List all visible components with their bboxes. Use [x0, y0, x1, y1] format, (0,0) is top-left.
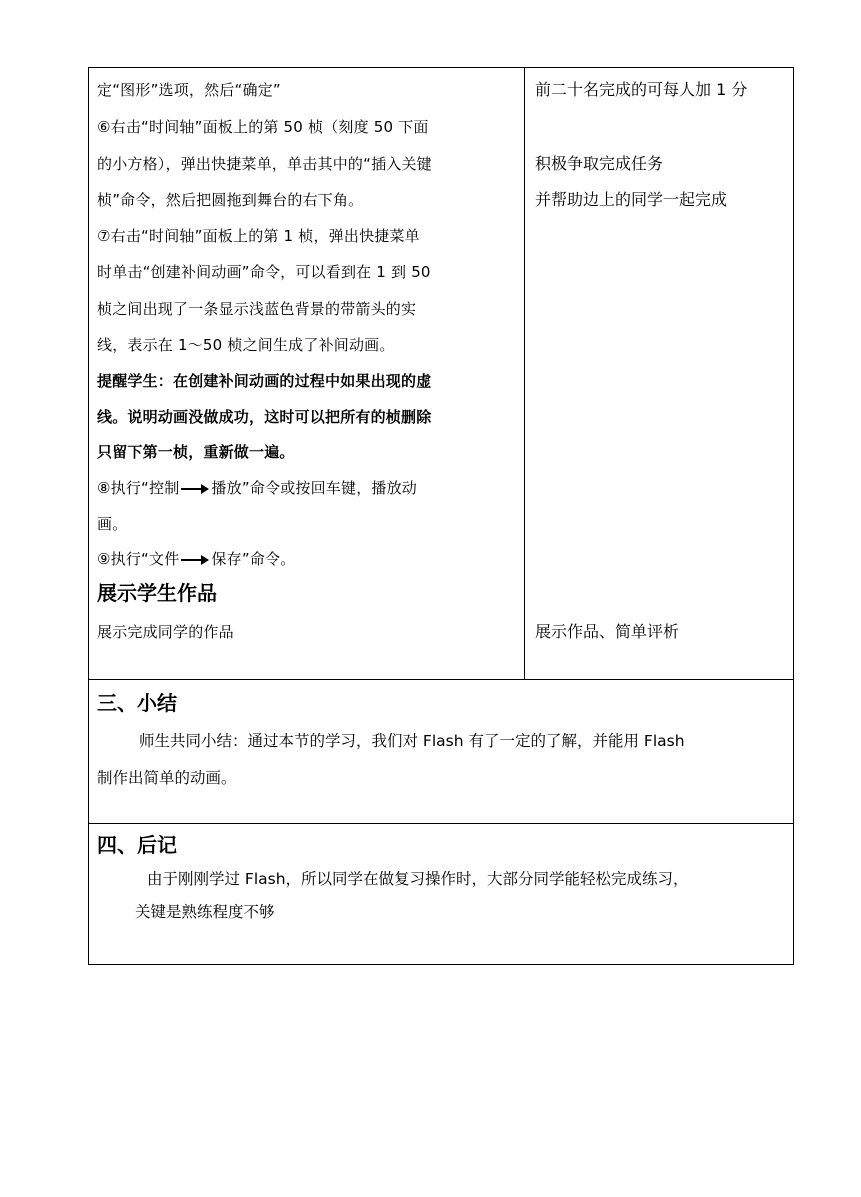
- text-segment: ⑨执行“文件: [97, 550, 180, 568]
- text-line: 的小方格），弹出快捷菜单，单击其中的“插入关键: [97, 155, 432, 173]
- text-line: 展示作品、简单评析: [535, 622, 680, 641]
- activity-row: [89, 68, 793, 680]
- text-line: [97, 478, 417, 498]
- postscript-row: [89, 824, 793, 964]
- text-line: 定“图形”选项，然后“确定”: [97, 81, 281, 99]
- text-line: 展示完成同学的作品: [97, 623, 234, 641]
- text-line: 前二十名完成的可每人加 1 分: [535, 80, 748, 99]
- teacher-activity-cell: [89, 68, 525, 679]
- text-line: ⑦右击“时间轴”面板上的第 1 桢，弹出快捷菜单: [97, 227, 420, 245]
- reminder-line: 只留下第一桢，重新做一遍。: [97, 443, 295, 461]
- lesson-table: [88, 67, 794, 965]
- postscript-text: 由于刚刚学过 Flash，所以同学在做复习操作时，大部分同学能轻松完成练习，: [147, 870, 689, 888]
- text-line: 桢之间出现了一条显示浅蓝色背景的带箭头的实: [97, 300, 417, 318]
- reminder-line: 提醒学生：在创建补间动画的过程中如果出现的虚: [97, 372, 432, 390]
- text-line: ⑥右击“时间轴”面板上的第 50 桢（刻度 50 下面: [97, 118, 429, 136]
- arrow-right-icon: [180, 483, 210, 495]
- text-line: 线，表示在 1～50 桢之间生成了补间动画。: [97, 336, 395, 354]
- text-segment: 保存”命令。: [211, 550, 296, 568]
- text-line: 积极争取完成任务: [535, 154, 664, 173]
- postscript-heading: 四、后记: [97, 833, 177, 857]
- text-line: [97, 549, 295, 569]
- text-line: 画。: [97, 515, 128, 533]
- text-line: 时单击“创建补间动画”命令，可以看到在 1 到 50: [97, 263, 431, 281]
- section-heading: 展示学生作品: [97, 581, 217, 605]
- summary-text: 师生共同小结：通过本节的学习，我们对 Flash 有了一定的了解，并能用 Flash: [139, 732, 685, 750]
- text-line: 并帮助边上的同学一起完成: [535, 190, 728, 209]
- student-activity-cell: [525, 68, 793, 679]
- postscript-text: 关键是熟练程度不够: [135, 903, 275, 921]
- summary-heading: 三、小结: [97, 691, 177, 715]
- summary-row: [89, 680, 793, 824]
- text-line: 桢”命令，然后把圆拖到舞台的右下角。: [97, 191, 364, 209]
- text-segment: ⑧执行“控制: [97, 479, 180, 497]
- summary-text: 制作出简单的动画。: [97, 769, 237, 787]
- arrow-right-icon: [180, 554, 210, 566]
- reminder-line: 线。说明动画没做成功，这时可以把所有的桢删除: [97, 408, 432, 426]
- text-segment: 播放”命令或按回车键，播放动: [211, 479, 417, 497]
